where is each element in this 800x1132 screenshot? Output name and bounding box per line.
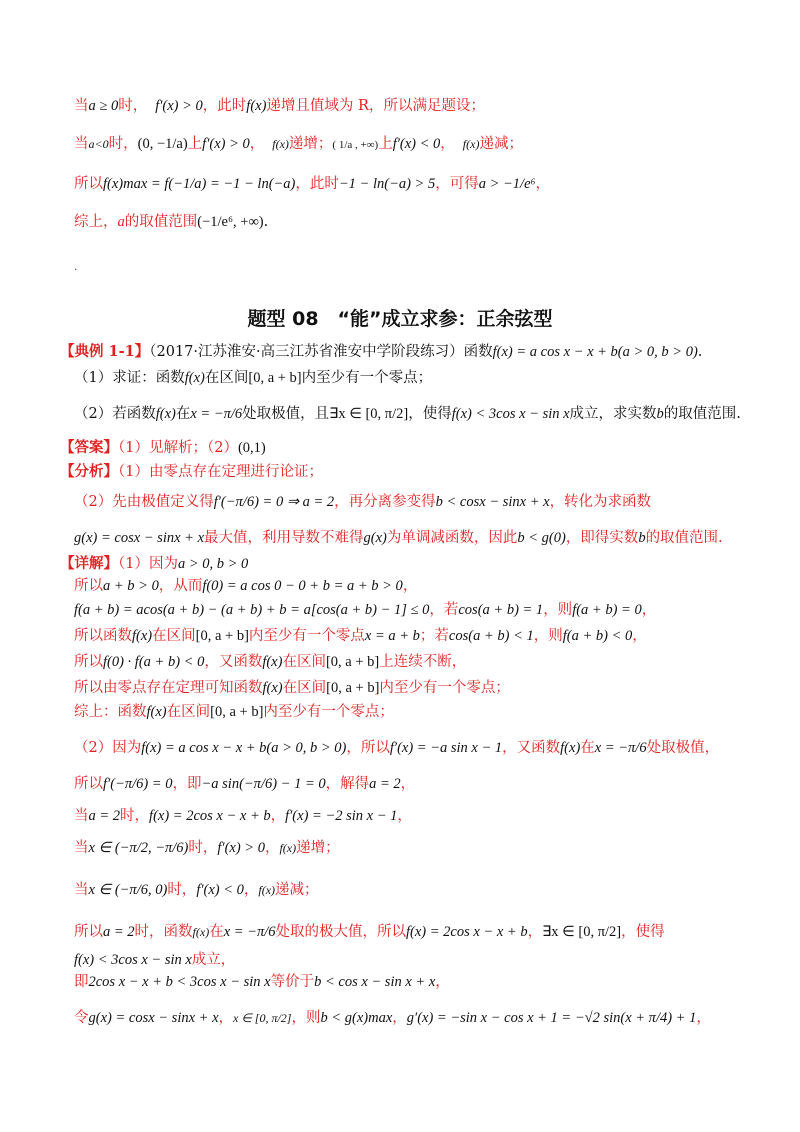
answer-line <box>60 438 266 458</box>
text: 递减； <box>479 136 523 152</box>
text: . <box>263 214 269 230</box>
text: ， <box>218 1010 234 1026</box>
math: f′(x) > 0 <box>217 840 265 856</box>
text: 的取值范围 <box>124 214 198 230</box>
text: （2）因为 <box>74 740 142 756</box>
math: f(x) = a cos x − x + b(a > 0, b > 0) <box>141 740 347 756</box>
text: 在 <box>209 924 224 940</box>
math: a<0 <box>88 137 109 151</box>
math: f(0) · f(a + b) < 0 <box>103 654 205 670</box>
math: b < cosx − sinx + x <box>435 494 550 510</box>
text: 在 <box>580 740 595 756</box>
answer-tag: 【答案】 <box>60 439 118 456</box>
math: f(x) < 3cos x − sin x <box>74 952 192 968</box>
example-header <box>60 342 702 362</box>
text: 内至少有一个零点； <box>263 704 394 720</box>
math: g(x) <box>363 530 387 546</box>
math: f(x) = 2cos x − x + b <box>149 808 271 824</box>
math: [0, a + b] <box>195 628 249 644</box>
text: 在区间 <box>282 680 327 696</box>
math: x ∈ [0, π/2] <box>233 1011 292 1025</box>
text: 当 <box>74 840 89 856</box>
text: ， <box>264 840 280 856</box>
math: b <box>656 406 664 422</box>
math: f(x)max = f(−1/a) = −1 − ln(−a) <box>103 176 296 192</box>
math: cos(a + b) = 1 <box>458 602 544 618</box>
text: 在区间 <box>166 704 211 720</box>
text: ，从而 <box>158 578 203 594</box>
math: ∃x ∈ [0, π/2] <box>542 924 622 940</box>
math: x = −π/6 <box>223 924 276 940</box>
text: 处取极值， <box>646 740 720 756</box>
text: ；若 <box>419 628 449 644</box>
math: a > −1/e⁶ <box>478 176 536 192</box>
text: ，即 <box>172 776 202 792</box>
math: (0, −1/a) <box>137 136 188 152</box>
math: f(x) = a cos x − x + b(a > 0, b > 0) <box>492 344 698 360</box>
question-2 <box>74 404 741 424</box>
math: x = a + b <box>364 628 420 644</box>
text: ， <box>435 974 450 990</box>
text: ，此时 <box>202 98 247 114</box>
math: x ∈ (−π/6, 0) <box>88 882 168 898</box>
text: 时，函数 <box>134 924 193 940</box>
text: 时， <box>108 136 138 152</box>
text: 等价于 <box>270 974 315 990</box>
text: 时， <box>120 808 150 824</box>
text: 处取极值，且 <box>242 406 330 422</box>
text: （1）因为 <box>118 556 178 572</box>
math: f(x) <box>155 406 176 422</box>
math: f(x) <box>184 370 205 386</box>
text: 所以 <box>74 924 103 940</box>
math: f(x) <box>560 740 581 756</box>
detail-11 <box>74 880 319 900</box>
text: 在区间 <box>152 628 196 644</box>
text: 递增； <box>296 840 340 856</box>
math: ( 1/a , +∞) <box>332 139 379 151</box>
math: f′(x) > 0 <box>155 98 203 114</box>
example-tag: 【典例 1-1】 <box>60 343 150 360</box>
line-prev-3 <box>74 174 550 194</box>
math: a = 2 <box>88 808 121 824</box>
text: ， <box>696 1010 711 1026</box>
math: a + b > 0 <box>103 578 159 594</box>
math: b < g(0) <box>517 530 566 546</box>
text: ，再分离参变得 <box>334 494 436 510</box>
question-1 <box>74 368 432 388</box>
text: 的取值范围. <box>663 406 741 422</box>
math: b <box>638 530 646 546</box>
line-prev-2 <box>74 134 523 155</box>
text: ，又函数 <box>502 740 561 756</box>
text: 内至少有一个零点； <box>379 680 510 696</box>
text: 的取值范围. <box>645 530 723 546</box>
math: g(x) = cosx − sinx + x <box>74 530 205 546</box>
text: 上 <box>187 136 203 152</box>
detail-5 <box>74 678 510 698</box>
text: （2017·江苏淮安·高三江苏省淮安中学阶段练习）函数 <box>149 344 493 360</box>
detail-4 <box>74 652 466 672</box>
math: f(x) <box>192 925 210 939</box>
text: 在区间 <box>204 370 249 386</box>
detail-14 <box>74 972 450 992</box>
math: f(x) <box>258 883 276 897</box>
text: 综上：函数 <box>74 704 147 720</box>
detail-10 <box>74 838 340 858</box>
text: ， <box>397 808 412 824</box>
text: 成立， <box>191 952 236 968</box>
text: ， <box>641 602 657 618</box>
math: b < g(x)max <box>320 1010 393 1026</box>
detail-12 <box>74 922 665 942</box>
text: （1）由零点存在定理进行论证； <box>118 464 323 480</box>
math: a <box>117 214 125 230</box>
math: f(x) <box>246 98 267 114</box>
text: 上 <box>378 136 393 152</box>
math: f(x) <box>279 841 297 855</box>
text: 当 <box>74 98 89 114</box>
line-prev-4 <box>74 212 268 232</box>
text: ，所以 <box>346 740 390 756</box>
text: ，则 <box>533 628 563 644</box>
text: ， <box>535 176 551 192</box>
text: 综上， <box>74 214 118 230</box>
math: f(x) <box>272 137 289 151</box>
math: f′(−π/6) = 0 <box>103 776 173 792</box>
detail-3 <box>74 626 647 646</box>
detail-13 <box>74 950 235 970</box>
math: [0, a + b] <box>210 704 264 720</box>
text: ， <box>270 808 286 824</box>
text: 成立，求实数 <box>569 406 657 422</box>
math: ∃x ∈ [0, π/2] <box>329 406 409 422</box>
text: 内至少有一个零点 <box>248 628 365 644</box>
text: ， <box>400 776 416 792</box>
text: 在区间 <box>282 654 326 670</box>
math: f(x) < 3cos x − sin x <box>451 406 570 422</box>
math: f(x) <box>462 137 480 151</box>
text: （2）若函数 <box>74 406 156 422</box>
math: [0, a + b] <box>326 680 380 696</box>
detail-15 <box>74 1008 711 1028</box>
text: 时， <box>188 840 218 856</box>
text: 最大值，利用导数不难得 <box>204 530 364 546</box>
detail-7 <box>74 738 719 758</box>
analysis-line-2 <box>74 492 651 512</box>
text: 处取的极大值，所以 <box>275 924 407 940</box>
math: 2cos x − x + b < 3cos x − sin x <box>88 974 271 990</box>
text: ，则 <box>543 602 573 618</box>
math: f(a + b) = acos(a + b) − (a + b) + b = a[cos(a + b) − 1] ≤ 0 <box>74 602 430 618</box>
detail-line <box>60 554 248 574</box>
math: x = −π/6 <box>190 406 243 422</box>
text: ， <box>402 578 418 594</box>
math: f′(x) < 0 <box>392 136 441 152</box>
stray-dot: . <box>74 262 78 273</box>
line-prev-1 <box>74 96 485 116</box>
math: f(a + b) = 0 <box>572 602 642 618</box>
detail-9 <box>74 806 412 826</box>
text: 递增且值域为 R，所以满足题设； <box>266 98 485 114</box>
math: [0, a + b] <box>325 654 380 670</box>
text: ， <box>243 882 259 898</box>
text: （1）求证：函数 <box>74 370 185 386</box>
math: f′(−π/6) = 0 ⇒ a = 2 <box>213 494 335 510</box>
text: 当 <box>74 136 89 152</box>
text: 递增； <box>288 136 333 152</box>
text: ， <box>632 628 647 644</box>
detail-8 <box>74 774 415 794</box>
text: ，若 <box>429 602 459 618</box>
math: x ∈ (−π/2, −π/6) <box>88 840 189 856</box>
text: 时， <box>118 98 148 114</box>
text: 递减； <box>275 882 319 898</box>
text: 当 <box>74 882 89 898</box>
text: 令 <box>74 1010 89 1026</box>
math: f(x) <box>262 654 283 670</box>
math: b < cos x − sin x + x <box>314 974 436 990</box>
text: 内至少有一个零点； <box>301 370 433 386</box>
math: (−1/e⁶, +∞) <box>197 214 264 230</box>
math: f′(x) = −a sin x − 1 <box>389 740 503 756</box>
math: f(0) = a cos 0 − 0 + b = a + b > 0 <box>202 578 403 594</box>
text: ，解得 <box>325 776 370 792</box>
detail-2 <box>74 600 656 620</box>
text: 当 <box>74 808 89 824</box>
text: ，可得 <box>435 176 479 192</box>
text: ，则 <box>291 1010 321 1026</box>
math: a = 2 <box>369 776 401 792</box>
math: f(a + b) < 0 <box>562 628 633 644</box>
math: a = 2 <box>103 924 135 940</box>
text: ， <box>527 924 543 940</box>
math: f′(x) > 0 <box>202 136 250 152</box>
math: f(x) = 2cos x − x + b <box>406 924 528 940</box>
text: 上连续不断， <box>379 654 467 670</box>
math: f(x) <box>146 704 167 720</box>
text: 所以 <box>74 776 103 792</box>
text: ， <box>440 136 455 152</box>
analysis-line <box>60 462 323 482</box>
text: 所以 <box>74 578 103 594</box>
math: f(x) <box>262 680 283 696</box>
text: 所以 <box>74 654 103 670</box>
text: ，转化为求函数 <box>549 494 652 510</box>
text: 所以由零点存在定理可知函数 <box>74 680 263 696</box>
analysis-line-3 <box>74 528 723 548</box>
detail-tag: 【详解】 <box>60 555 118 572</box>
text: （2）先由极值定义得 <box>74 494 214 510</box>
math: g′(x) = −sin x − cos x + 1 = −√2 sin(x + π/4) + 1 <box>406 1010 697 1026</box>
math: a ≥ 0 <box>88 98 119 114</box>
analysis-tag: 【分析】 <box>60 463 118 480</box>
math: g(x) = cosx − sinx + x <box>88 1010 219 1026</box>
text: . <box>697 344 703 360</box>
text: 即 <box>74 974 89 990</box>
text: ，使得 <box>408 406 452 422</box>
math: a > 0, b > 0 <box>177 556 249 572</box>
text: ， <box>392 1010 407 1026</box>
text: 为单调减函数，因此 <box>386 530 518 546</box>
detail-1 <box>74 576 417 596</box>
text: （1）见解析；（2） <box>118 440 238 456</box>
text: 时， <box>167 882 197 898</box>
text: 所以 <box>74 176 103 192</box>
detail-6 <box>74 702 394 722</box>
math: x = −π/6 <box>594 740 647 756</box>
text: ，即得实数 <box>565 530 639 546</box>
section-title: 题型 08 “能”成立求参：正余弦型 <box>247 308 553 330</box>
text: ， <box>249 136 265 152</box>
math: f′(x) = −2 sin x − 1 <box>285 808 398 824</box>
text: ，又函数 <box>204 654 263 670</box>
math: −a sin(−π/6) − 1 = 0 <box>201 776 326 792</box>
math: (0,1) <box>237 440 266 456</box>
text: ，使得 <box>621 924 665 940</box>
text: 在 <box>175 406 191 422</box>
math: f′(x) < 0 <box>196 882 244 898</box>
text: ，此时 <box>295 176 339 192</box>
math: cos(a + b) < 1 <box>448 628 534 644</box>
math: f(x) <box>132 628 153 644</box>
math: −1 − ln(−a) > 5 <box>338 176 436 192</box>
math: [0, a + b] <box>248 370 302 386</box>
text: 所以函数 <box>74 628 132 644</box>
